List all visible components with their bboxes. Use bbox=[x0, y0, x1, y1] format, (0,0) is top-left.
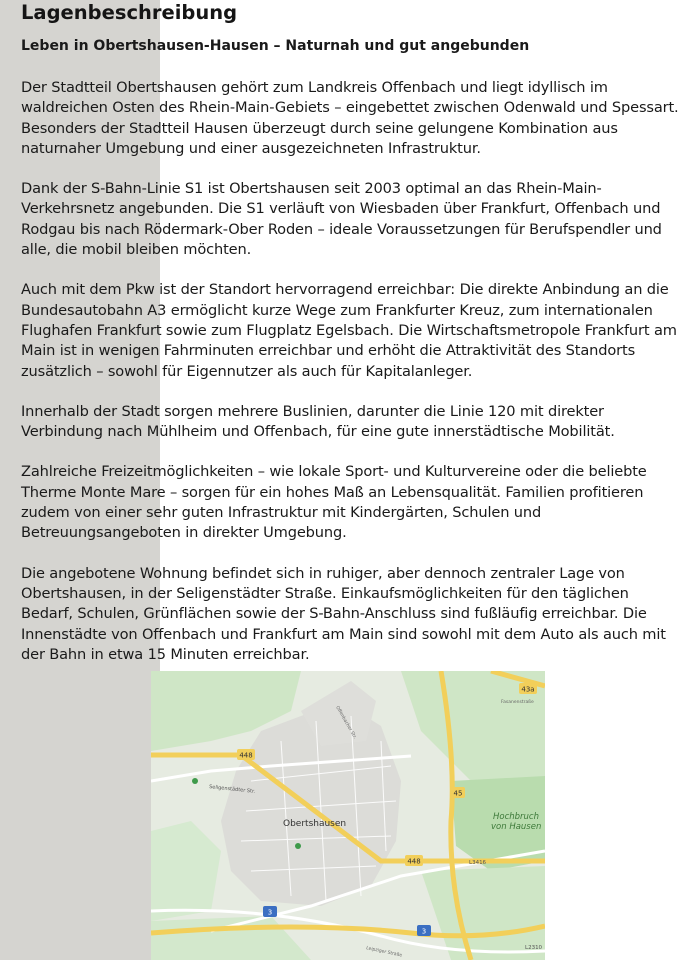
shield-3-a-text: 3 bbox=[267, 908, 273, 917]
paragraph-car: Auch mit dem Pkw ist der Standort hervorragend erreichbar: Die direkte Anbindung an die Bundesautobahn A3 ermöglicht kurze Wege zum Frankfurter Kreuz, zum internationalen Flughafen Frankfurt sowie zum Flugplatz Egelsbach. Die Wirtschaftsmetropole Frankfurt am Main ist in wenigen Fahrminuten erreichbar und erhöht die Attraktivität des Standorts zusätzlich – sowohl für Eigennutzer als auch für Kapitalanleger. bbox=[21, 281, 677, 380]
shield-3-b-text: 3 bbox=[421, 927, 427, 936]
shield-43a-text: 43a bbox=[521, 685, 535, 694]
poi-marker-west bbox=[192, 778, 198, 784]
label-l2310: L2310 bbox=[525, 945, 543, 951]
shield-45-text: 45 bbox=[453, 789, 463, 798]
poi-marker-center bbox=[295, 843, 301, 849]
forest-label-line1: Hochbruch bbox=[493, 812, 539, 822]
town-label: Obertshausen bbox=[283, 819, 347, 829]
shield-448-b-text: 448 bbox=[407, 857, 421, 866]
map-canvas bbox=[151, 671, 545, 960]
south-road-label: Leipziger Straße bbox=[365, 946, 403, 959]
shield-448-a-text: 448 bbox=[239, 751, 253, 760]
section-subtitle: Leben in Obertshausen-Hausen – Naturnah und gut angebunden bbox=[21, 38, 530, 54]
location-description bbox=[21, 0, 685, 665]
label-l3416: L3416 bbox=[469, 860, 487, 866]
forest-label-line2: von Hausen bbox=[491, 822, 542, 832]
ne-road-label: Fasanenstraße bbox=[501, 700, 534, 705]
paragraph-leisure: Zahlreiche Freizeitmöglichkeiten – wie lokale Sport- und Kulturvereine oder die beliebte Therme Monte Mare – sorgen für ein hohes Maß an Lebensqualität. Familien profitieren zudem von einer sehr guten Infrastruktur mit Kindergärten, Schulen und Betreuungsangeboten in direkter Umgebung. bbox=[21, 463, 647, 542]
paragraph-s-bahn: Dank der S-Bahn-Linie S1 ist Obertshausen seit 2003 optimal an das Rhein-Main-Verkehrsnetz angebunden. Die S1 verläuft von Wiesbaden über Frankfurt, Offenbach und Rodgau bis nach Rödermark-Ober Roden – ideale Voraussetzungen für Berufspendler und alle, die mobil bleiben möchten. bbox=[21, 180, 662, 259]
paragraph-bus: Innerhalb der Stadt sorgen mehrere Buslinien, darunter die Linie 120 mit direkter Verbindung nach Mühlheim und Offenbach, für eine gute innerstädtische Mobilität. bbox=[21, 402, 615, 441]
paragraph-apartment: Die angebotene Wohnung befindet sich in ruhiger, aber dennoch zentraler Lage von Obertshausen, in der Seligenstädter Straße. Einkaufsmöglichkeiten für den täglichen Bedarf, Schulen, Grünflächen sowie der S-Bahn-Anschluss sind fußläufig erreichbar. Die Innenstädte von Offenbach und Frankfurt am Main sind sowohl mit dem Auto als auch mit der Bahn in etwa 15 Minuten erreichbar. bbox=[21, 564, 666, 663]
north-road-label: Offenbacher Str. bbox=[334, 705, 357, 740]
street-label: Seligenstädter Str. bbox=[208, 784, 256, 795]
paragraph-intro: Der Stadtteil Obertshausen gehört zum Landkreis Offenbach und liegt idyllisch im waldreichen Osten des Rhein-Main-Gebiets – eingebettet zwischen Odenwald und Spessart. Besonders der Stadtteil Hausen überzeugt durch seine gelungene Kombination aus naturnaher Umgebung und einer ausgezeichneten Infrastruktur. bbox=[21, 79, 679, 157]
location-map[interactable] bbox=[151, 671, 545, 960]
page-title: Lagenbeschreibung bbox=[21, 1, 238, 24]
